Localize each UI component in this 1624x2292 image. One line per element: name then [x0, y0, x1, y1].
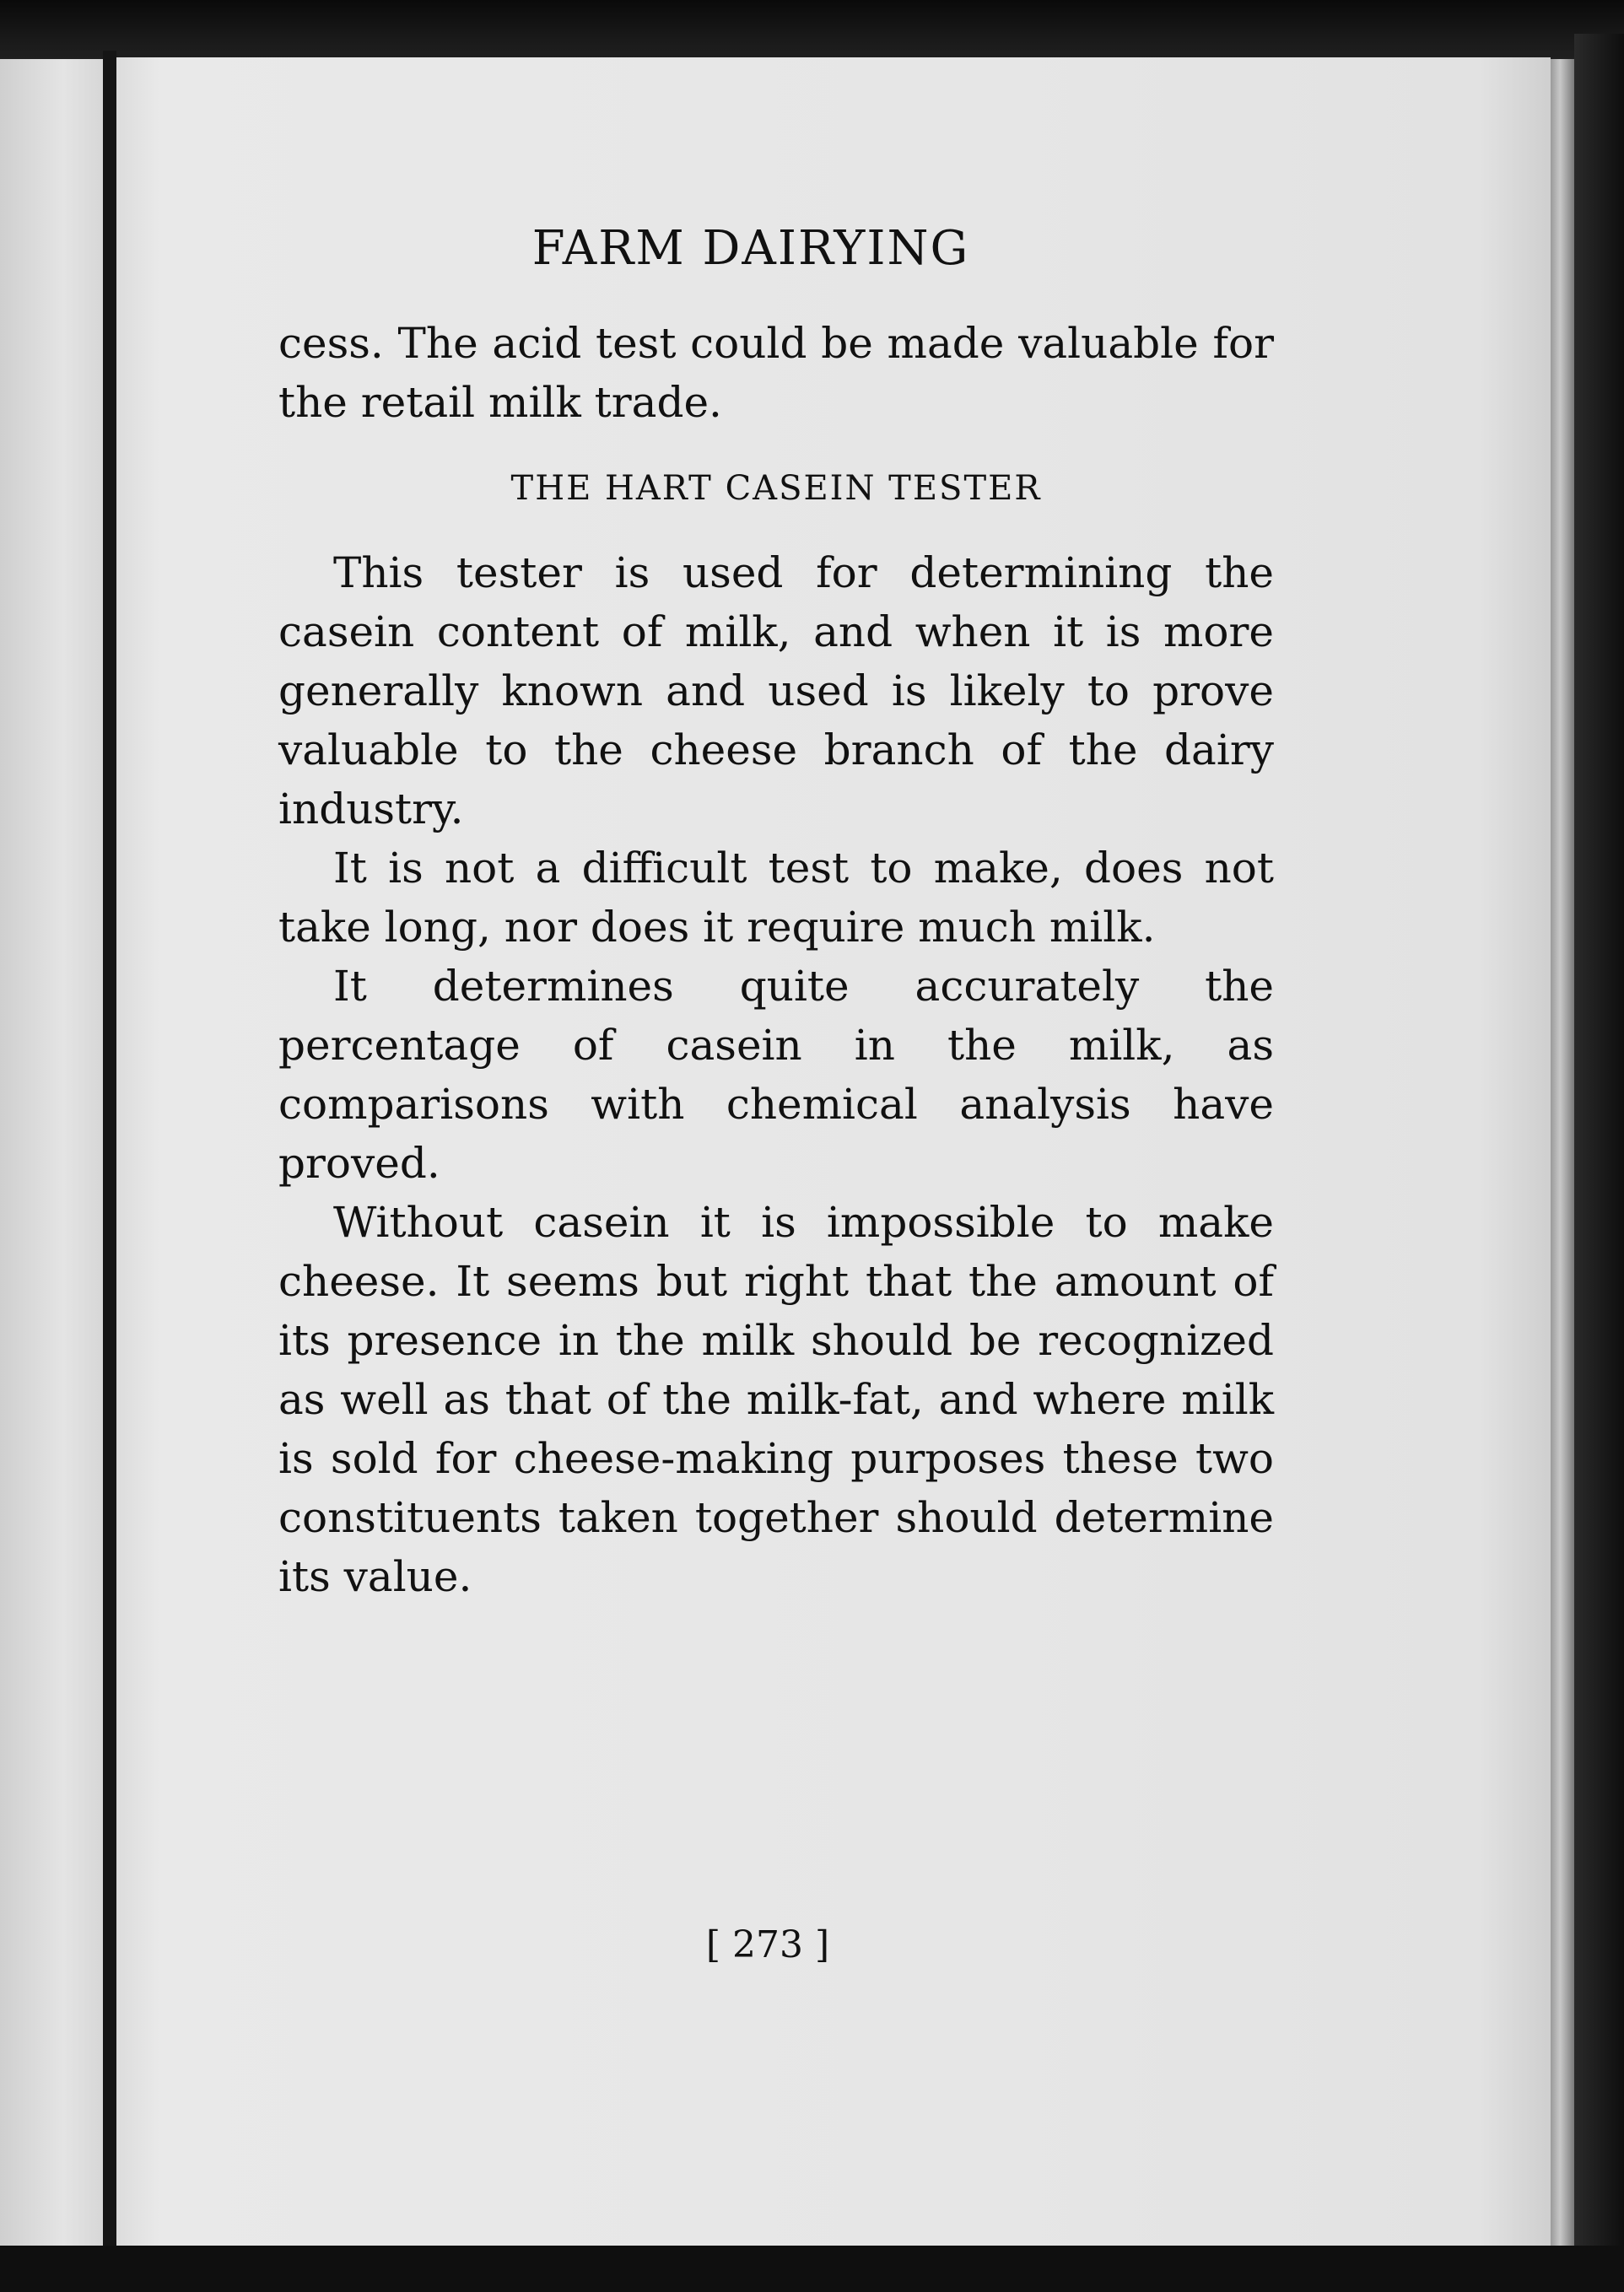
book-gutter: [103, 51, 116, 2261]
running-head: FARM DAIRYING: [531, 221, 970, 276]
page-number: [ 273 ]: [705, 1923, 830, 1966]
scan-right-border: [1574, 34, 1624, 2292]
body-text: [278, 314, 1274, 1606]
continuation-paragraph: cess. The acid test could be made valuable for the retail milk trade.: [278, 319, 1274, 427]
paragraph: Without casein it is impossible to make cheese. It seems but right that the amount of its presence in the milk should be recognized as well as that of the milk-fat, and where milk is sold for cheese-making purposes these two constituents taken together should determine its value.: [278, 1198, 1274, 1601]
paragraph: It determines quite accurately the percentage of casein in the milk, as comparisons with chemical analysis have proved.: [278, 962, 1274, 1188]
paragraph: It is not a difficult test to make, does not take long, nor does it require much milk.: [278, 844, 1274, 952]
scan-bottom-border: [0, 2246, 1624, 2292]
left-page-edge: [0, 59, 105, 2252]
section-heading: THE HART CASEIN TESTER: [510, 469, 1042, 508]
page-fore-edge: [1551, 59, 1574, 2252]
paragraph: This tester is used for determining the casein content of milk, and when it is more generally known and used is likely to prove valuable to the cheese branch of the dairy industry.: [278, 548, 1274, 833]
